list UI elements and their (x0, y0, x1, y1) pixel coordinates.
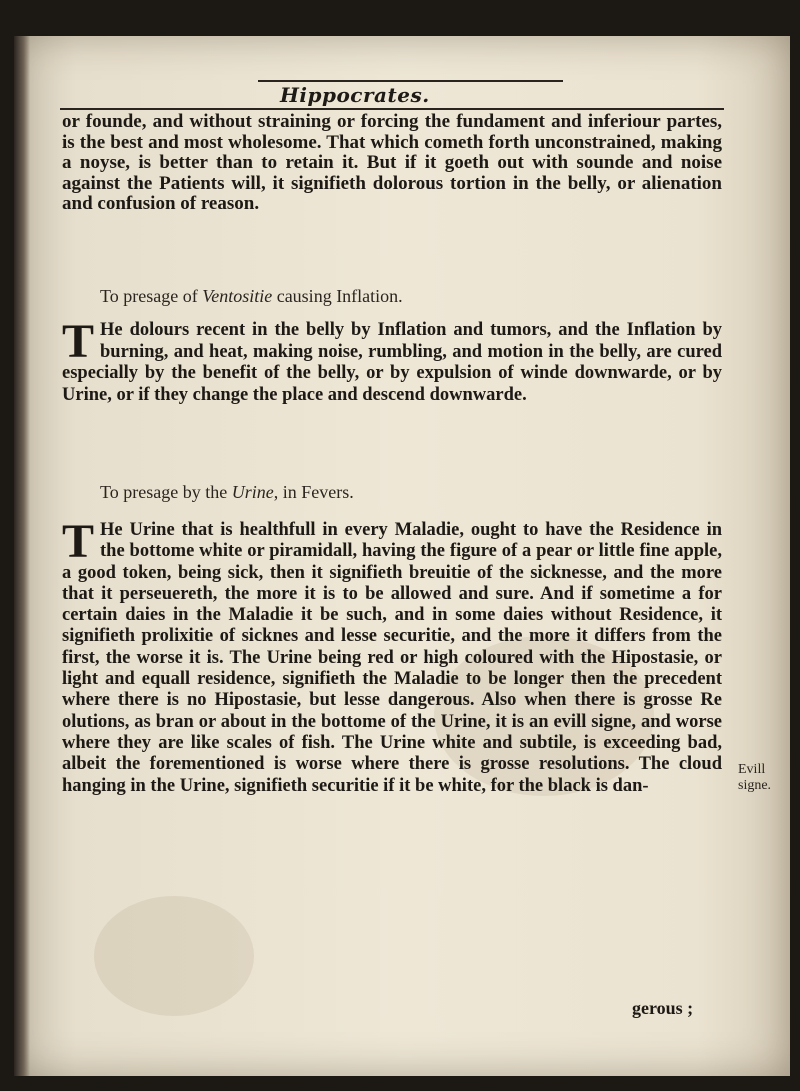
paragraph-1: or founde, and without straining or forcing the fundament and inferiour partes, is the best and most wholesome. That which cometh forth unconstrained, making a noyse, is better than to retain it. But if it goeth out with sounde and noise against the Patients will, it signifieth dolorous tortion in the belly, or alienation and confusion of reason. (62, 111, 722, 214)
heading-text: causing Inflation. (276, 286, 403, 306)
heading-italic-term: Urine (231, 482, 274, 502)
heading-text: To presage by the (100, 482, 228, 502)
margin-note: Evill signe. (738, 762, 772, 793)
paragraph-2 (62, 315, 722, 406)
header-bottom-rule (60, 108, 724, 110)
paragraph-2-body: He dolours recent in the belly by Inflation and tumors, and the Inflation by burning, and heat, making noise, rumbling, and motion in the belly, are cured especially by the benefit of the belly, or by expulsion of winde downwarde, or by Urine, or if they change the place and descend downwarde. (62, 320, 722, 405)
section-heading-ventositie (100, 286, 403, 307)
drop-cap: T (62, 315, 95, 368)
paper-stain (94, 896, 254, 1016)
page-gutter-shadow (14, 36, 30, 1076)
paragraph-3 (62, 515, 722, 797)
drop-cap: T (62, 515, 95, 568)
paragraph-3-body: He Urine that is healthfull in every Maladie, ought to have the Residence in the bottome white or piramidall, having the figure of a pear or little fine apple, a good token, being sick, then it signifieth breuitie of the sicknesse, and the more that it perseuereth, the more it is to be allowed and sure. And if sometime a for certain daies in the Maladie it be such, and in some daies without Residence, it signifieth prolixitie of sicknes and lesse securitie, and the more it differs from the first, the worse it is. The Urine being red or high coloured with the Hipostasie, or light and equall residence, signifieth the Maladie to be longer then the precedent where there is no Hipostasie, but lesse dangerous. Also when there is grosse Re olutions, as bran or about in the bottome of the Urine, it is an evill signe, and worse where they are like scales of fish. The Urine white and subtile, is exceeding bad, albeit the forementioned is worse where there is grosse resolutions. The cloud hanging in the Urine, signifieth securitie if it be white, for the black is dan- (62, 520, 722, 796)
section-heading-urine (100, 482, 354, 503)
heading-italic-term: Ventositie (202, 286, 273, 306)
running-title: Hippocrates. (280, 83, 430, 107)
header-top-rule (258, 80, 563, 82)
catchword: gerous ; (632, 998, 694, 1018)
heading-text: To presage of (100, 286, 198, 306)
heading-text: , in Fevers. (273, 482, 354, 502)
